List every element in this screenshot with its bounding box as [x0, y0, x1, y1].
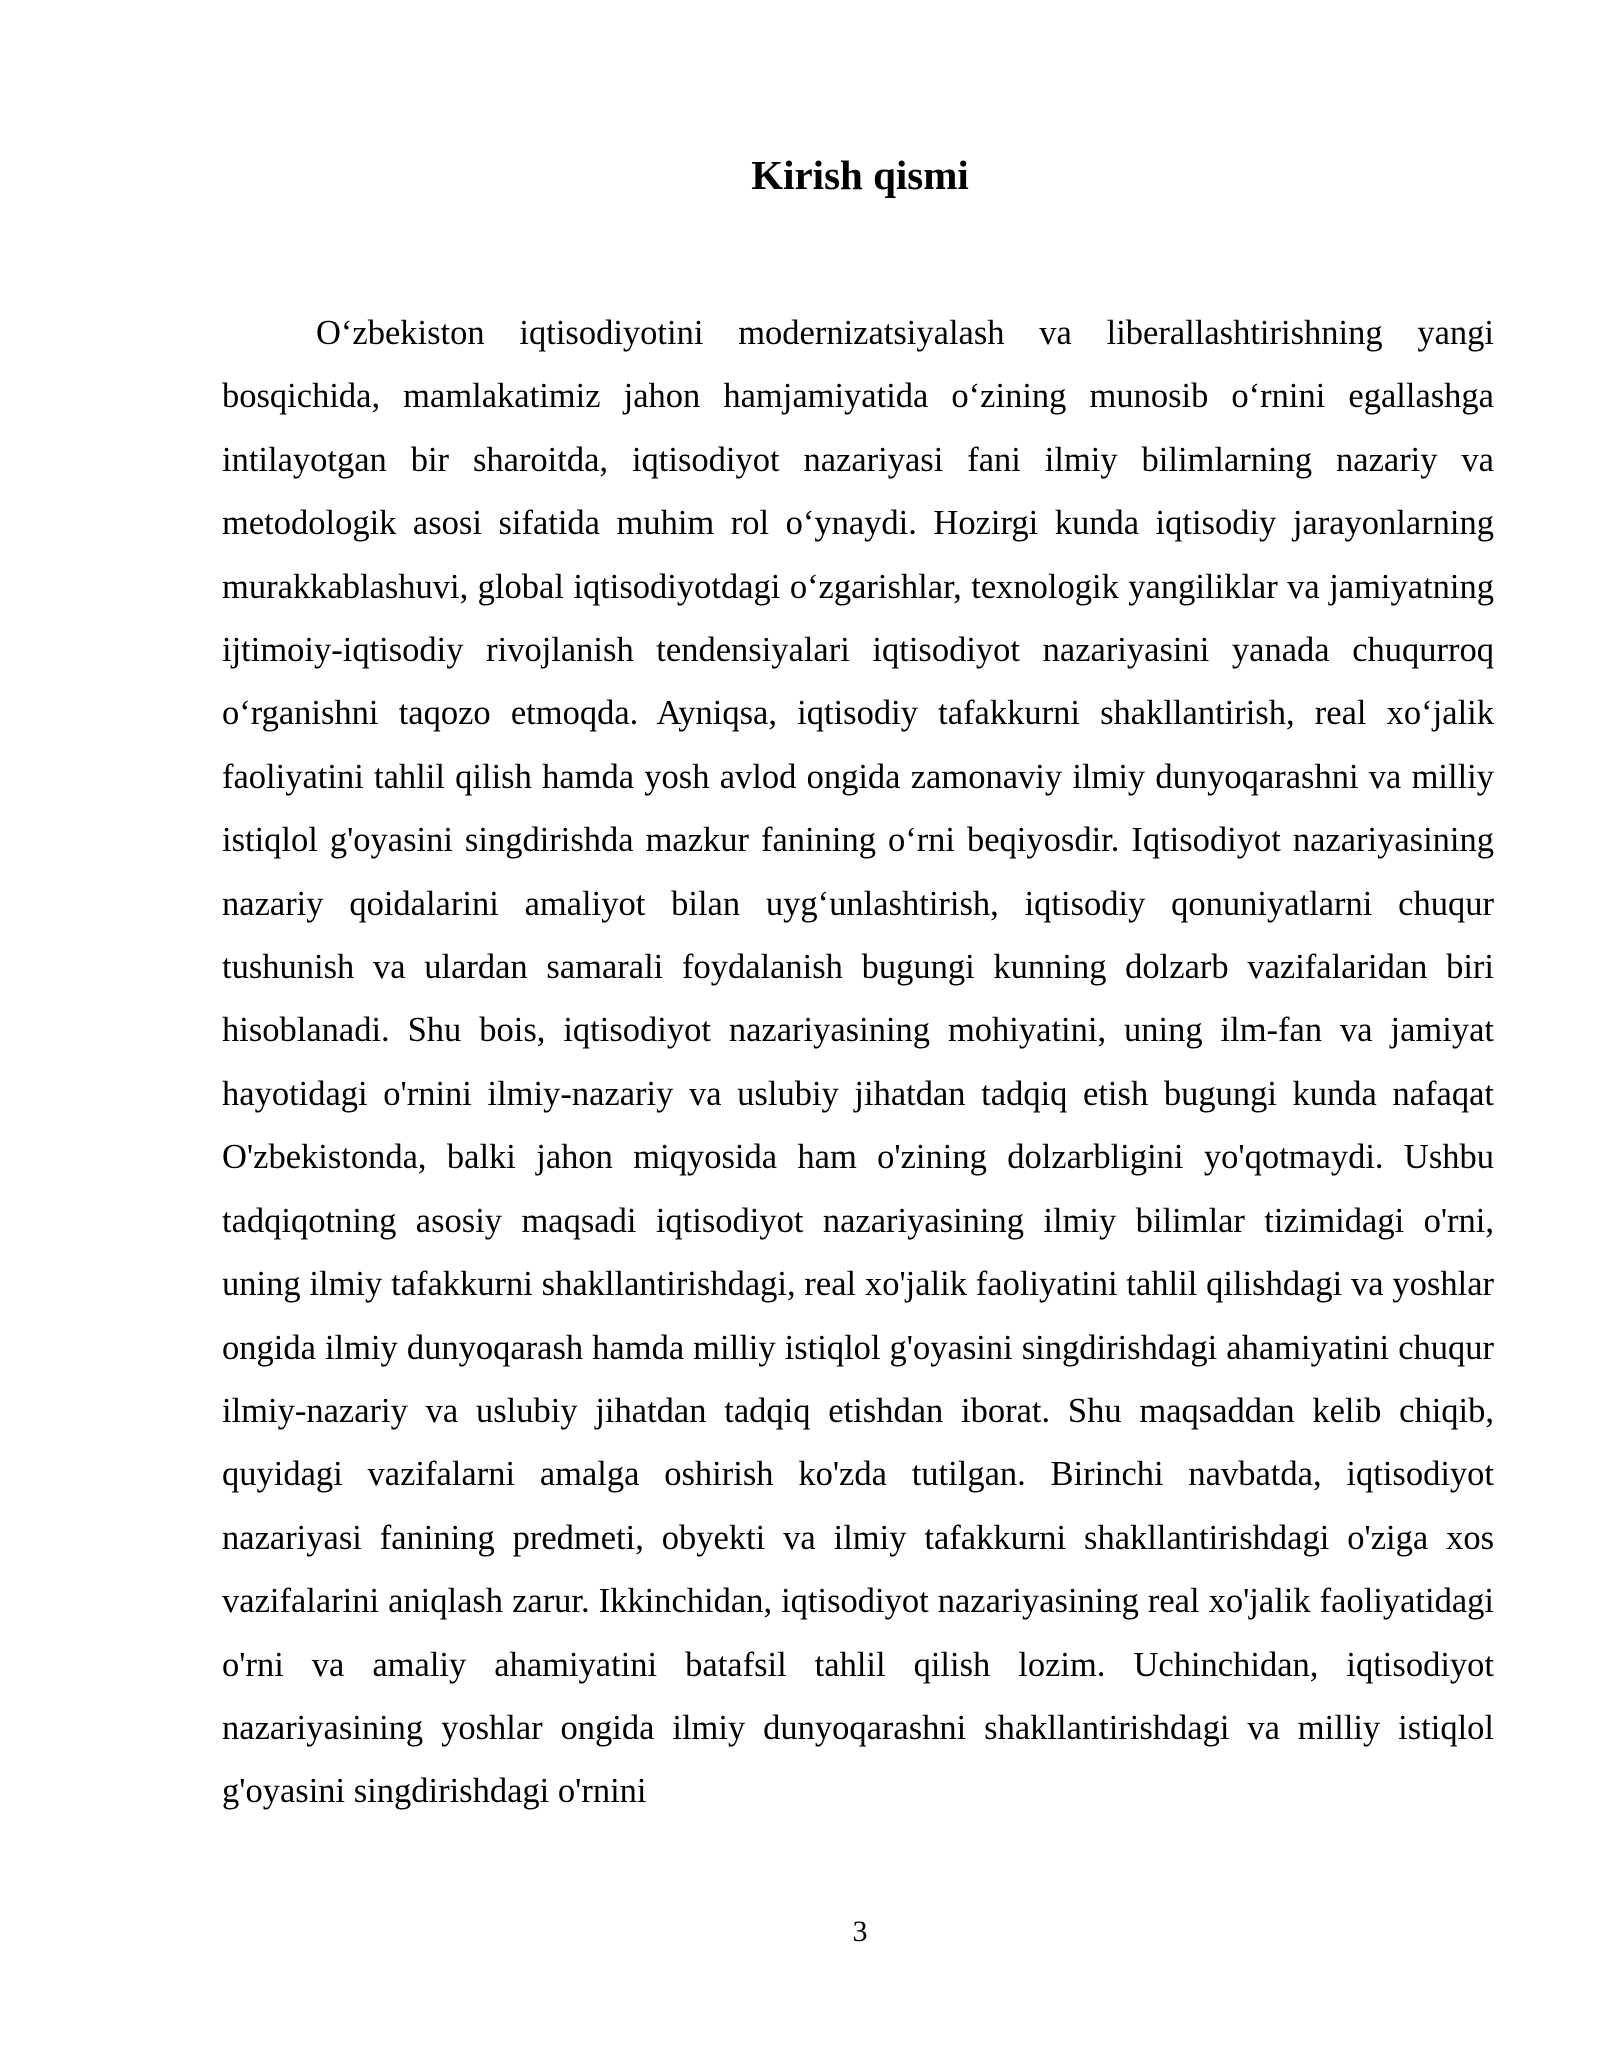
page-title: Kirish qismi [751, 152, 969, 198]
body-paragraph: O‘zbekiston iqtisodiyotini modernizatsiyalash va liberallashtirishning yangi bosqichida, mamlakatimiz jahon hamjamiyatida o‘zining munosib o‘rnini egallashga intilayotgan bir sharoitda, iqtisodiyot nazariyasi fani ilmiy bilimlarning nazariy va metodologik asosi sifatida muhim rol o‘ynaydi. Hozirgi kunda iqtisodiy jarayonlarning murakkablashuvi, global iqtisodiyotdagi o‘zgarishlar, texnologik yangiliklar va jamiyatning ijtimoiy-iqtisodiy rivojlanish tendensiyalari iqtisodiyot nazariyasini yanada chuqurroq o‘rganishni taqozo etmoqda. Ayniqsa, iqtisodiy tafakkurni shakllantirish, real xo‘jalik faoliyatini tahlil qilish hamda yosh avlod ongida zamonaviy ilmiy dunyoqarashni va milliy istiqlol g'oyasini singdirishda mazkur fanining o‘rni beqiyosdir. Iqtisodiyot nazariyasining nazariy qoidalarini amaliyot bilan uyg‘unlashtirish, iqtisodiy qonuniyatlarni chuqur tushunish va ulardan samarali foydalanish bugungi kunning dolzarb vazifalaridan biri hisoblanadi. Shu bois, iqtisodiyot nazariyasining mohiyatini, uning ilm-fan va jamiyat hayotidagi o'rnini ilmiy-nazariy va uslubiy jihatdan tadqiq etish bugungi kunda nafaqat O'zbekistonda, balki jahon miqyosida ham o'zining dolzarbligini yo'qotmaydi. Ushbu tadqiqotning asosiy maqsadi iqtisodiyot nazariyasining ilmiy bilimlar tizimidagi o'rni, uning ilmiy tafakkurni shakllantirishdagi, real xo'jalik faoliyatini tahlil qilishdagi va yoshlar ongida ilmiy dunyoqarash hamda milliy istiqlol g'oyasini singdirishdagi ahamiyatini chuqur ilmiy-nazariy va uslubiy jihatdan tadqiq etishdan iborat. Shu maqsaddan kelib chiqib, quyidagi vazifalarni amalga oshirish ko'zda tutilgan. Birinchi navbatda, iqtisodiyot nazariyasi fanining predmeti, obyekti va ilmiy tafakkurni shakllantirishdagi o'ziga xos vazifalarini aniqlash zarur. Ikkinchidan, iqtisodiyot nazariyasining real xo'jalik faoliyatidagi o'rni va amaliy ahamiyatini batafsil tahlil qilish lozim. Uchinchidan, iqtisodiyot nazariyasining yoshlar ongida ilmiy dunyoqarashni shakllantirishdagi va milliy istiqlol g'oyasini singdirishdagi o'rnini [222, 314, 1494, 1811]
page-number: 3 [852, 1915, 868, 1948]
